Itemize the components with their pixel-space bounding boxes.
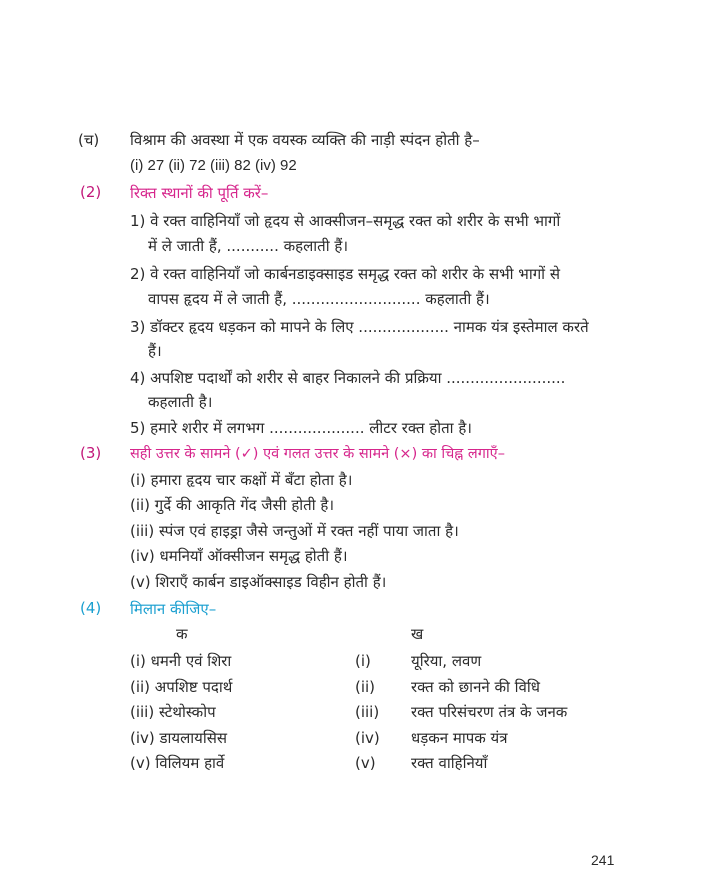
fill-item-1: 1) वे रक्त वाहिनियाँ जो हृदय से आक्सीजन–समृद्ध रक्त को शरीर के सभी भागों xyxy=(130,212,561,230)
section-3-label: (3) xyxy=(80,444,102,462)
page-number: 241 xyxy=(591,852,615,868)
question-text: विश्राम की अवस्था में एक वयस्क व्यक्ति की नाड़ी स्पंदन होती है– xyxy=(130,131,480,149)
fill-item-3-cont: हैं। xyxy=(148,342,162,360)
tf-item-4: (iv) धमनियाँ ऑक्सीजन समृद्ध होती हैं। xyxy=(130,547,348,565)
fill-item-3: 3) डॉक्टर हृदय धड़कन को मापने के लिए ................... नामक यंत्र इस्तेमाल करते xyxy=(130,318,589,336)
column-a-header: क xyxy=(176,625,188,643)
section-4-heading: मिलान कीजिए– xyxy=(130,600,217,618)
match-b-5: रक्त वाहिनियाँ xyxy=(411,754,488,772)
match-b-num-3: (iii) xyxy=(355,703,380,721)
match-a-3: (iii) स्टेथोस्कोप xyxy=(130,703,216,721)
match-a-5: (v) विलियम हार्वे xyxy=(130,754,225,772)
question-options: (i) 27 (ii) 72 (iii) 82 (iv) 92 xyxy=(130,157,297,174)
section-3-heading: सही उत्तर के सामने (✓) एवं गलत उत्तर के सामने (×) का चिह्न लगाएँ– xyxy=(130,446,505,462)
section-2-heading: रिक्त स्थानों की पूर्ति करें– xyxy=(130,184,269,202)
match-a-4: (iv) डायलायसिस xyxy=(130,729,228,747)
column-b-header: ख xyxy=(411,625,424,643)
fill-item-2: 2) वे रक्त वाहिनियाँ जो कार्बनडाइक्साइड समृद्ध रक्त को शरीर के सभी भागों से xyxy=(130,265,560,283)
tf-item-2: (ii) गुर्दे की आकृति गेंद जैसी होती है। xyxy=(130,496,335,514)
fill-item-4-cont: कहलाती है। xyxy=(148,393,213,411)
question-label-ch: (च) xyxy=(78,131,100,149)
section-2-label: (2) xyxy=(80,183,102,201)
fill-item-1-cont: में ले जाती हैं, ........... कहलाती हैं। xyxy=(148,237,349,255)
tf-item-3: (iii) स्पंज एवं हाइड्रा जैसे जन्तुओं में रक्त नहीं पाया जाता है। xyxy=(130,522,459,540)
match-a-2: (ii) अपशिष्ट पदार्थ xyxy=(130,678,233,696)
match-b-num-5: (v) xyxy=(355,754,376,772)
match-b-num-4: (iv) xyxy=(355,729,380,747)
match-b-num-2: (ii) xyxy=(355,678,376,696)
tf-item-5: (v) शिराएँ कार्बन डाइऑक्साइड विहीन होती हैं। xyxy=(130,573,387,591)
match-b-num-1: (i) xyxy=(355,652,371,670)
fill-item-4: 4) अपशिष्ट पदार्थों को शरीर से बाहर निकालने की प्रक्रिया ......................... xyxy=(130,369,566,387)
match-b-3: रक्त परिसंचरण तंत्र के जनक xyxy=(411,703,568,721)
match-b-2: रक्त को छानने की विधि xyxy=(411,678,540,696)
section-4-label: (4) xyxy=(80,599,102,617)
fill-item-2-cont: वापस हृदय में ले जाती हैं, ........................... कहलाती हैं। xyxy=(148,290,490,308)
tf-item-1: (i) हमारा हृदय चार कक्षों में बँटा होता है। xyxy=(130,471,353,489)
match-a-1: (i) धमनी एवं शिरा xyxy=(130,652,232,670)
match-b-1: यूरिया, लवण xyxy=(411,652,482,670)
fill-item-5: 5) हमारे शरीर में लगभग .................... लीटर रक्त होता है। xyxy=(130,419,472,437)
match-b-4: धड़कन मापक यंत्र xyxy=(411,729,508,747)
